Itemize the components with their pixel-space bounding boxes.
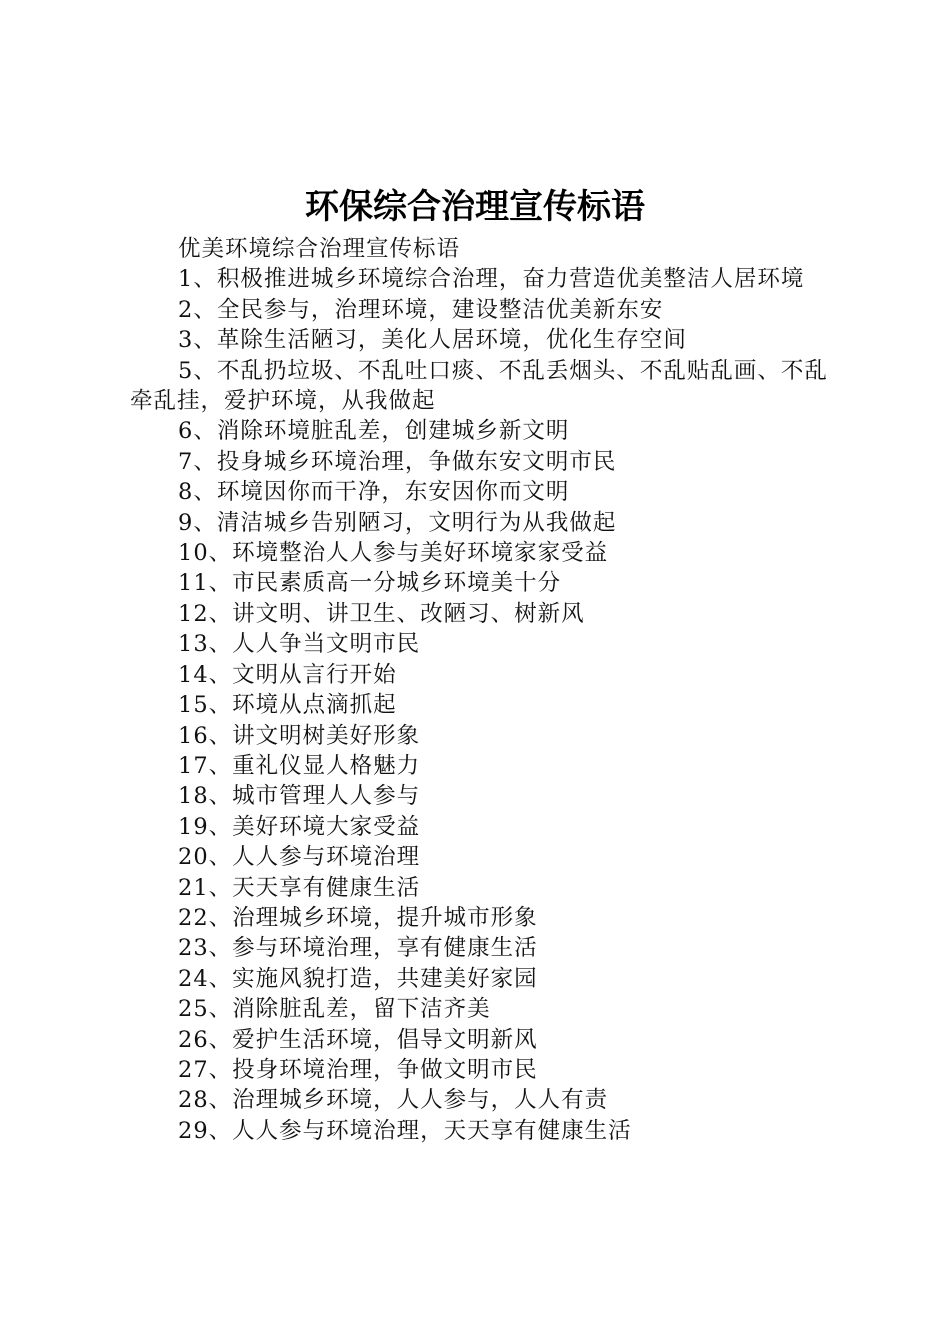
slogan-item: 21、天天享有健康生活 [178, 874, 421, 901]
slogan-item: 2、全民参与，治理环境，建设整洁优美新东安 [178, 296, 664, 323]
slogan-item: 3、革除生活陋习，美化人居环境，优化生存空间 [178, 327, 687, 354]
slogan-item: 25、消除脏乱差，留下洁齐美 [178, 996, 491, 1023]
slogan-item: 22、治理城乡环境，提升城市形象 [178, 904, 538, 931]
slogan-item: 23、参与环境治理，享有健康生活 [178, 935, 538, 962]
slogan-item: 6、消除环境脏乱差，创建城乡新文明 [178, 418, 570, 445]
slogan-item: 16、讲文明树美好形象 [178, 722, 421, 749]
slogan-item: 11、市民素质高一分城乡环境美十分 [178, 570, 562, 597]
slogan-item: 9、清洁城乡告别陋习，文明行为从我做起 [178, 509, 617, 536]
slogan-item: 27、投身环境治理，争做文明市民 [178, 1056, 538, 1083]
slogan-item: 19、美好环境大家受益 [178, 813, 421, 840]
slogan-item: 18、城市管理人人参与 [178, 783, 421, 810]
slogan-item: 13、人人争当文明市民 [178, 631, 421, 658]
document-title: 环保综合治理宣传标语 [305, 187, 645, 227]
slogan-item: 26、爱护生活环境，倡导文明新风 [178, 1026, 538, 1053]
slogan-item: 29、人人参与环境治理，天天享有健康生活 [178, 1117, 632, 1144]
slogan-item: 17、重礼仪显人格魅力 [178, 752, 421, 779]
document-body [130, 234, 830, 1146]
slogan-item: 15、环境从点滴抓起 [178, 692, 397, 719]
slogan-item: 10、环境整治人人参与美好环境家家受益 [178, 540, 609, 567]
slogan-item: 5、不乱扔垃圾、不乱吐口痰、不乱丢烟头、不乱贴乱画、不乱牵乱挂，爱护环境，从我做起 [130, 357, 828, 415]
slogan-item: 1、积极推进城乡环境综合治理，奋力营造优美整洁人居环境 [178, 266, 805, 293]
slogan-item: 8、环境因你而干净，东安因你而文明 [178, 479, 570, 506]
slogan-item: 7、投身城乡环境治理，争做东安文明市民 [178, 448, 617, 475]
slogan-item: 14、文明从言行开始 [178, 661, 397, 688]
paragraph-subtitle: 优美环境综合治理宣传标语 [178, 236, 461, 262]
slogan-item: 20、人人参与环境治理 [178, 844, 421, 871]
slogan-item: 12、讲文明、讲卫生、改陋习、树新风 [178, 600, 585, 627]
slogan-item: 24、实施风貌打造，共建美好家园 [178, 965, 538, 992]
slogan-item: 28、治理城乡环境，人人参与，人人有责 [178, 1087, 609, 1114]
